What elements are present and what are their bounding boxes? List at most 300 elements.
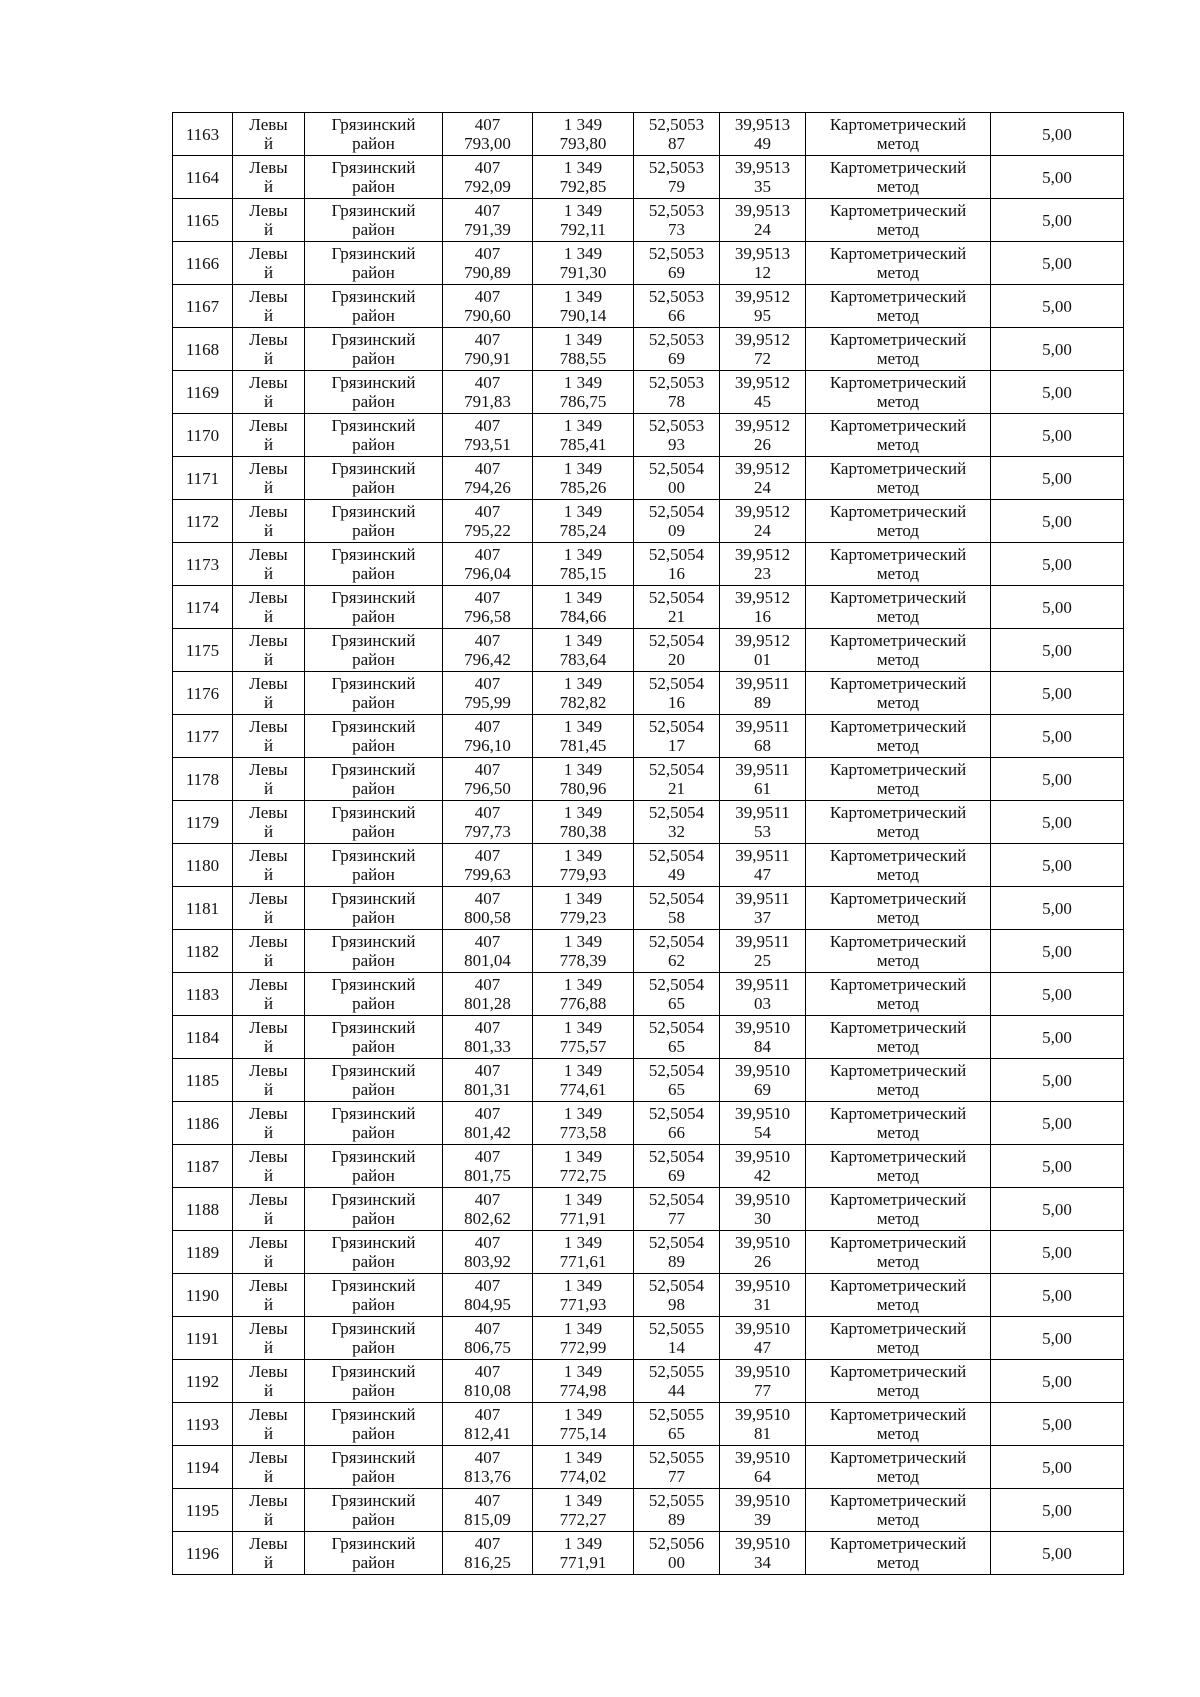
latitude-line: 52,5055 bbox=[648, 1491, 705, 1510]
district-line: Грязинский bbox=[331, 588, 416, 607]
accuracy-cell: 5,00 bbox=[991, 414, 1124, 457]
method-line: метод bbox=[876, 1338, 920, 1357]
accuracy-cell: 5,00 bbox=[991, 543, 1124, 586]
district-line: район bbox=[352, 650, 395, 669]
longitude-line: 47 bbox=[754, 865, 771, 884]
x-coordinate-cell bbox=[443, 1446, 533, 1489]
y-coordinate-line: 791,30 bbox=[559, 263, 607, 282]
latitude-line: 89 bbox=[668, 1252, 685, 1271]
table-row bbox=[173, 586, 1124, 629]
x-coordinate-cell bbox=[443, 457, 533, 500]
x-coordinate-line: 407 bbox=[474, 1147, 501, 1166]
district-line: район bbox=[352, 478, 395, 497]
district-cell bbox=[305, 1360, 443, 1403]
side-cell bbox=[233, 1102, 305, 1145]
district-line: район bbox=[352, 177, 395, 196]
district-line: Грязинский bbox=[331, 502, 416, 521]
x-coordinate-line: 804,95 bbox=[464, 1295, 511, 1314]
accuracy-cell: 5,00 bbox=[991, 887, 1124, 930]
point-number-cell: 1188 bbox=[173, 1188, 233, 1231]
y-coordinate-cell bbox=[533, 586, 634, 629]
latitude-line: 52,5054 bbox=[648, 932, 705, 951]
y-coordinate-line: 774,61 bbox=[559, 1080, 607, 1099]
latitude-cell bbox=[634, 1231, 720, 1274]
method-line: метод bbox=[876, 392, 920, 411]
method-line: метод bbox=[876, 564, 920, 583]
table-row bbox=[173, 328, 1124, 371]
x-coordinate-line: 802,62 bbox=[464, 1209, 511, 1228]
longitude-line: 23 bbox=[754, 564, 771, 583]
district-line: район bbox=[352, 306, 395, 325]
longitude-cell bbox=[720, 156, 806, 199]
side-line: Левы bbox=[249, 1233, 288, 1252]
longitude-cell bbox=[720, 113, 806, 156]
side-line: Левы bbox=[249, 1190, 288, 1209]
y-coordinate-line: 1 349 bbox=[563, 1319, 603, 1338]
y-coordinate-cell bbox=[533, 1145, 634, 1188]
point-number-cell: 1196 bbox=[173, 1532, 233, 1575]
longitude-line: 35 bbox=[754, 177, 771, 196]
district-line: район bbox=[352, 1381, 395, 1400]
x-coordinate-line: 407 bbox=[474, 459, 501, 478]
latitude-line: 52,5053 bbox=[648, 201, 705, 220]
method-cell bbox=[806, 887, 991, 930]
y-coordinate-line: 1 349 bbox=[563, 1190, 603, 1209]
table-row bbox=[173, 930, 1124, 973]
table-row bbox=[173, 1403, 1124, 1446]
accuracy-cell: 5,00 bbox=[991, 930, 1124, 973]
y-coordinate-line: 1 349 bbox=[563, 1448, 603, 1467]
x-coordinate-cell bbox=[443, 973, 533, 1016]
method-line: метод bbox=[876, 134, 920, 153]
method-line: Картометрический bbox=[829, 1534, 967, 1553]
district-line: Грязинский bbox=[331, 1104, 416, 1123]
point-number-cell: 1195 bbox=[173, 1489, 233, 1532]
table-row bbox=[173, 715, 1124, 758]
y-coordinate-line: 1 349 bbox=[563, 760, 603, 779]
latitude-line: 21 bbox=[668, 779, 685, 798]
district-line: Грязинский bbox=[331, 1147, 416, 1166]
accuracy-cell: 5,00 bbox=[991, 586, 1124, 629]
y-coordinate-line: 1 349 bbox=[563, 1362, 603, 1381]
x-coordinate-line: 796,42 bbox=[464, 650, 511, 669]
x-coordinate-line: 407 bbox=[474, 115, 501, 134]
method-line: Картометрический bbox=[829, 1018, 967, 1037]
latitude-line: 69 bbox=[668, 1166, 685, 1185]
side-cell bbox=[233, 930, 305, 973]
longitude-cell bbox=[720, 1102, 806, 1145]
x-coordinate-cell bbox=[443, 1274, 533, 1317]
method-cell bbox=[806, 801, 991, 844]
y-coordinate-cell bbox=[533, 1059, 634, 1102]
longitude-line: 89 bbox=[754, 693, 771, 712]
side-cell bbox=[233, 242, 305, 285]
x-coordinate-line: 407 bbox=[474, 545, 501, 564]
y-coordinate-line: 1 349 bbox=[563, 1104, 603, 1123]
side-line: Левы bbox=[249, 846, 288, 865]
side-cell bbox=[233, 457, 305, 500]
latitude-cell bbox=[634, 1360, 720, 1403]
longitude-cell bbox=[720, 1059, 806, 1102]
side-cell bbox=[233, 1145, 305, 1188]
longitude-line: 69 bbox=[754, 1080, 771, 1099]
side-cell bbox=[233, 1532, 305, 1575]
side-cell bbox=[233, 500, 305, 543]
latitude-cell bbox=[634, 1317, 720, 1360]
y-coordinate-cell bbox=[533, 457, 634, 500]
x-coordinate-line: 407 bbox=[474, 674, 501, 693]
longitude-line: 39,9510 bbox=[734, 1319, 791, 1338]
method-line: метод bbox=[876, 1209, 920, 1228]
latitude-line: 52,5055 bbox=[648, 1448, 705, 1467]
y-coordinate-line: 1 349 bbox=[563, 1534, 603, 1553]
side-line: й bbox=[263, 1467, 274, 1486]
latitude-cell bbox=[634, 457, 720, 500]
latitude-line: 52,5054 bbox=[648, 760, 705, 779]
method-line: метод bbox=[876, 693, 920, 712]
latitude-line: 52,5055 bbox=[648, 1405, 705, 1424]
point-number-cell: 1191 bbox=[173, 1317, 233, 1360]
latitude-cell bbox=[634, 715, 720, 758]
side-line: Левы bbox=[249, 459, 288, 478]
x-coordinate-cell bbox=[443, 500, 533, 543]
accuracy-cell: 5,00 bbox=[991, 1446, 1124, 1489]
district-cell bbox=[305, 199, 443, 242]
side-line: Левы bbox=[249, 1276, 288, 1295]
longitude-cell bbox=[720, 1145, 806, 1188]
longitude-line: 39,9511 bbox=[735, 717, 790, 736]
y-coordinate-line: 790,14 bbox=[559, 306, 607, 325]
longitude-cell bbox=[720, 328, 806, 371]
side-line: Левы bbox=[249, 803, 288, 822]
latitude-line: 52,5054 bbox=[648, 1190, 705, 1209]
longitude-cell bbox=[720, 500, 806, 543]
district-line: Грязинский bbox=[331, 932, 416, 951]
latitude-line: 16 bbox=[668, 564, 685, 583]
side-line: й bbox=[263, 1338, 274, 1357]
y-coordinate-line: 781,45 bbox=[559, 736, 607, 755]
y-coordinate-cell bbox=[533, 242, 634, 285]
accuracy-cell: 5,00 bbox=[991, 801, 1124, 844]
latitude-line: 87 bbox=[668, 134, 685, 153]
longitude-cell bbox=[720, 930, 806, 973]
latitude-cell bbox=[634, 801, 720, 844]
table-row bbox=[173, 672, 1124, 715]
y-coordinate-cell bbox=[533, 715, 634, 758]
table-row bbox=[173, 199, 1124, 242]
x-coordinate-line: 407 bbox=[474, 1448, 501, 1467]
side-line: й bbox=[263, 349, 274, 368]
x-coordinate-line: 792,09 bbox=[464, 177, 511, 196]
side-line: Левы bbox=[249, 1319, 288, 1338]
district-cell bbox=[305, 543, 443, 586]
method-line: метод bbox=[876, 306, 920, 325]
longitude-line: 45 bbox=[754, 392, 771, 411]
y-coordinate-line: 1 349 bbox=[563, 1018, 603, 1037]
side-line: й bbox=[263, 994, 274, 1013]
method-line: Картометрический bbox=[829, 1061, 967, 1080]
method-cell bbox=[806, 844, 991, 887]
accuracy-cell: 5,00 bbox=[991, 1231, 1124, 1274]
longitude-line: 31 bbox=[754, 1295, 771, 1314]
y-coordinate-line: 780,96 bbox=[559, 779, 607, 798]
longitude-line: 39,9511 bbox=[735, 932, 790, 951]
longitude-line: 61 bbox=[754, 779, 771, 798]
latitude-line: 58 bbox=[668, 908, 685, 927]
x-coordinate-line: 407 bbox=[474, 588, 501, 607]
x-coordinate-line: 407 bbox=[474, 760, 501, 779]
longitude-cell bbox=[720, 1317, 806, 1360]
y-coordinate-cell bbox=[533, 1489, 634, 1532]
district-line: район bbox=[352, 951, 395, 970]
latitude-line: 32 bbox=[668, 822, 685, 841]
longitude-line: 39,9510 bbox=[734, 1190, 791, 1209]
method-line: Картометрический bbox=[829, 803, 967, 822]
table-row bbox=[173, 973, 1124, 1016]
latitude-cell bbox=[634, 285, 720, 328]
longitude-line: 39,9512 bbox=[734, 545, 791, 564]
method-line: Картометрический bbox=[829, 1233, 967, 1252]
point-number-cell: 1170 bbox=[173, 414, 233, 457]
y-coordinate-cell bbox=[533, 1317, 634, 1360]
side-cell bbox=[233, 543, 305, 586]
longitude-line: 30 bbox=[754, 1209, 771, 1228]
method-line: метод bbox=[876, 349, 920, 368]
table-row bbox=[173, 1317, 1124, 1360]
x-coordinate-cell bbox=[443, 414, 533, 457]
y-coordinate-line: 771,91 bbox=[559, 1553, 607, 1572]
x-coordinate-cell bbox=[443, 1532, 533, 1575]
y-coordinate-line: 779,23 bbox=[559, 908, 607, 927]
point-number-cell: 1190 bbox=[173, 1274, 233, 1317]
district-cell bbox=[305, 371, 443, 414]
latitude-line: 52,5055 bbox=[648, 1319, 705, 1338]
side-line: й bbox=[263, 650, 274, 669]
accuracy-cell: 5,00 bbox=[991, 715, 1124, 758]
latitude-cell bbox=[634, 1532, 720, 1575]
side-cell bbox=[233, 1016, 305, 1059]
y-coordinate-cell bbox=[533, 672, 634, 715]
district-cell bbox=[305, 715, 443, 758]
longitude-line: 26 bbox=[754, 435, 771, 454]
longitude-line: 39,9512 bbox=[734, 330, 791, 349]
latitude-cell bbox=[634, 1274, 720, 1317]
longitude-cell bbox=[720, 199, 806, 242]
accuracy-cell: 5,00 bbox=[991, 1317, 1124, 1360]
accuracy-cell: 5,00 bbox=[991, 1274, 1124, 1317]
y-coordinate-line: 785,15 bbox=[559, 564, 607, 583]
method-line: Картометрический bbox=[829, 244, 967, 263]
method-line: метод bbox=[876, 1467, 920, 1486]
y-coordinate-cell bbox=[533, 113, 634, 156]
method-cell bbox=[806, 586, 991, 629]
y-coordinate-line: 772,75 bbox=[559, 1166, 607, 1185]
table-row bbox=[173, 1188, 1124, 1231]
district-cell bbox=[305, 1489, 443, 1532]
side-line: Левы bbox=[249, 416, 288, 435]
table-row bbox=[173, 1446, 1124, 1489]
longitude-line: 81 bbox=[754, 1424, 771, 1443]
method-line: Картометрический bbox=[829, 674, 967, 693]
y-coordinate-line: 785,41 bbox=[559, 435, 607, 454]
point-number-cell: 1175 bbox=[173, 629, 233, 672]
table-row bbox=[173, 1274, 1124, 1317]
method-line: Картометрический bbox=[829, 1147, 967, 1166]
method-line: Картометрический bbox=[829, 1491, 967, 1510]
latitude-line: 52,5054 bbox=[648, 588, 705, 607]
latitude-line: 65 bbox=[668, 1037, 685, 1056]
x-coordinate-line: 790,91 bbox=[464, 349, 511, 368]
point-number-cell: 1180 bbox=[173, 844, 233, 887]
longitude-cell bbox=[720, 414, 806, 457]
method-cell bbox=[806, 543, 991, 586]
method-line: Картометрический bbox=[829, 1276, 967, 1295]
longitude-cell bbox=[720, 1403, 806, 1446]
side-cell bbox=[233, 199, 305, 242]
side-line: й bbox=[263, 693, 274, 712]
x-coordinate-line: 407 bbox=[474, 1491, 501, 1510]
district-line: район bbox=[352, 349, 395, 368]
method-line: Картометрический bbox=[829, 330, 967, 349]
district-line: Грязинский bbox=[331, 760, 416, 779]
method-cell bbox=[806, 1274, 991, 1317]
longitude-cell bbox=[720, 844, 806, 887]
longitude-cell bbox=[720, 801, 806, 844]
longitude-line: 34 bbox=[754, 1553, 771, 1572]
side-cell bbox=[233, 1317, 305, 1360]
point-number-cell: 1164 bbox=[173, 156, 233, 199]
district-line: Грязинский bbox=[331, 1233, 416, 1252]
latitude-cell bbox=[634, 1016, 720, 1059]
method-line: метод bbox=[876, 177, 920, 196]
method-line: метод bbox=[876, 650, 920, 669]
district-line: район bbox=[352, 736, 395, 755]
side-line: й bbox=[263, 1295, 274, 1314]
latitude-cell bbox=[634, 371, 720, 414]
y-coordinate-line: 788,55 bbox=[559, 349, 607, 368]
district-cell bbox=[305, 1274, 443, 1317]
method-line: метод bbox=[876, 994, 920, 1013]
side-line: Левы bbox=[249, 1491, 288, 1510]
document-page bbox=[172, 112, 1124, 1575]
latitude-line: 65 bbox=[668, 994, 685, 1013]
side-line: й bbox=[263, 392, 274, 411]
district-line: район bbox=[352, 865, 395, 884]
accuracy-cell: 5,00 bbox=[991, 500, 1124, 543]
table-row bbox=[173, 285, 1124, 328]
side-cell bbox=[233, 1274, 305, 1317]
x-coordinate-line: 407 bbox=[474, 631, 501, 650]
side-line: Левы bbox=[249, 502, 288, 521]
district-line: район bbox=[352, 1037, 395, 1056]
y-coordinate-line: 792,11 bbox=[559, 220, 607, 239]
x-coordinate-cell bbox=[443, 1360, 533, 1403]
point-number-cell: 1167 bbox=[173, 285, 233, 328]
side-line: Левы bbox=[249, 158, 288, 177]
district-line: Грязинский bbox=[331, 201, 416, 220]
x-coordinate-cell bbox=[443, 586, 533, 629]
side-line: Левы bbox=[249, 1104, 288, 1123]
point-number-cell: 1163 bbox=[173, 113, 233, 156]
y-coordinate-cell bbox=[533, 1231, 634, 1274]
district-line: район bbox=[352, 607, 395, 626]
district-line: район bbox=[352, 134, 395, 153]
district-line: Грязинский bbox=[331, 287, 416, 306]
x-coordinate-line: 801,31 bbox=[464, 1080, 511, 1099]
y-coordinate-line: 1 349 bbox=[563, 846, 603, 865]
method-line: метод bbox=[876, 1553, 920, 1572]
method-line: метод bbox=[876, 521, 920, 540]
y-coordinate-line: 1 349 bbox=[563, 287, 603, 306]
point-number-cell: 1181 bbox=[173, 887, 233, 930]
latitude-line: 73 bbox=[668, 220, 685, 239]
accuracy-cell: 5,00 bbox=[991, 1102, 1124, 1145]
longitude-line: 37 bbox=[754, 908, 771, 927]
y-coordinate-line: 774,02 bbox=[559, 1467, 607, 1486]
point-number-cell: 1174 bbox=[173, 586, 233, 629]
side-cell bbox=[233, 371, 305, 414]
district-cell bbox=[305, 1188, 443, 1231]
x-coordinate-line: 796,04 bbox=[464, 564, 511, 583]
district-line: район bbox=[352, 1209, 395, 1228]
latitude-line: 52,5054 bbox=[648, 1276, 705, 1295]
latitude-cell bbox=[634, 1489, 720, 1532]
side-line: й bbox=[263, 951, 274, 970]
latitude-cell bbox=[634, 629, 720, 672]
side-line: Левы bbox=[249, 1534, 288, 1553]
method-line: метод bbox=[876, 220, 920, 239]
longitude-line: 39,9510 bbox=[734, 1276, 791, 1295]
side-line: й bbox=[263, 521, 274, 540]
side-cell bbox=[233, 1231, 305, 1274]
method-cell bbox=[806, 1360, 991, 1403]
method-cell bbox=[806, 457, 991, 500]
y-coordinate-cell bbox=[533, 844, 634, 887]
latitude-line: 66 bbox=[668, 306, 685, 325]
longitude-cell bbox=[720, 1360, 806, 1403]
district-line: район bbox=[352, 1123, 395, 1142]
latitude-line: 52,5053 bbox=[648, 416, 705, 435]
y-coordinate-cell bbox=[533, 887, 634, 930]
method-line: Картометрический bbox=[829, 932, 967, 951]
side-line: й bbox=[263, 908, 274, 927]
method-line: метод bbox=[876, 736, 920, 755]
x-coordinate-line: 407 bbox=[474, 201, 501, 220]
side-cell bbox=[233, 1489, 305, 1532]
y-coordinate-line: 1 349 bbox=[563, 1405, 603, 1424]
latitude-cell bbox=[634, 1403, 720, 1446]
x-coordinate-line: 795,99 bbox=[464, 693, 511, 712]
table-row bbox=[173, 801, 1124, 844]
x-coordinate-line: 790,60 bbox=[464, 306, 511, 325]
district-line: район bbox=[352, 435, 395, 454]
district-line: Грязинский bbox=[331, 631, 416, 650]
x-coordinate-cell bbox=[443, 758, 533, 801]
accuracy-cell: 5,00 bbox=[991, 1188, 1124, 1231]
x-coordinate-line: 793,00 bbox=[464, 134, 511, 153]
side-cell bbox=[233, 586, 305, 629]
longitude-cell bbox=[720, 973, 806, 1016]
x-coordinate-line: 815,09 bbox=[464, 1510, 511, 1529]
y-coordinate-cell bbox=[533, 500, 634, 543]
method-line: метод bbox=[876, 865, 920, 884]
y-coordinate-line: 1 349 bbox=[563, 1061, 603, 1080]
latitude-line: 52,5054 bbox=[648, 803, 705, 822]
point-number-cell: 1177 bbox=[173, 715, 233, 758]
district-line: район bbox=[352, 822, 395, 841]
latitude-line: 52,5053 bbox=[648, 158, 705, 177]
side-cell bbox=[233, 715, 305, 758]
